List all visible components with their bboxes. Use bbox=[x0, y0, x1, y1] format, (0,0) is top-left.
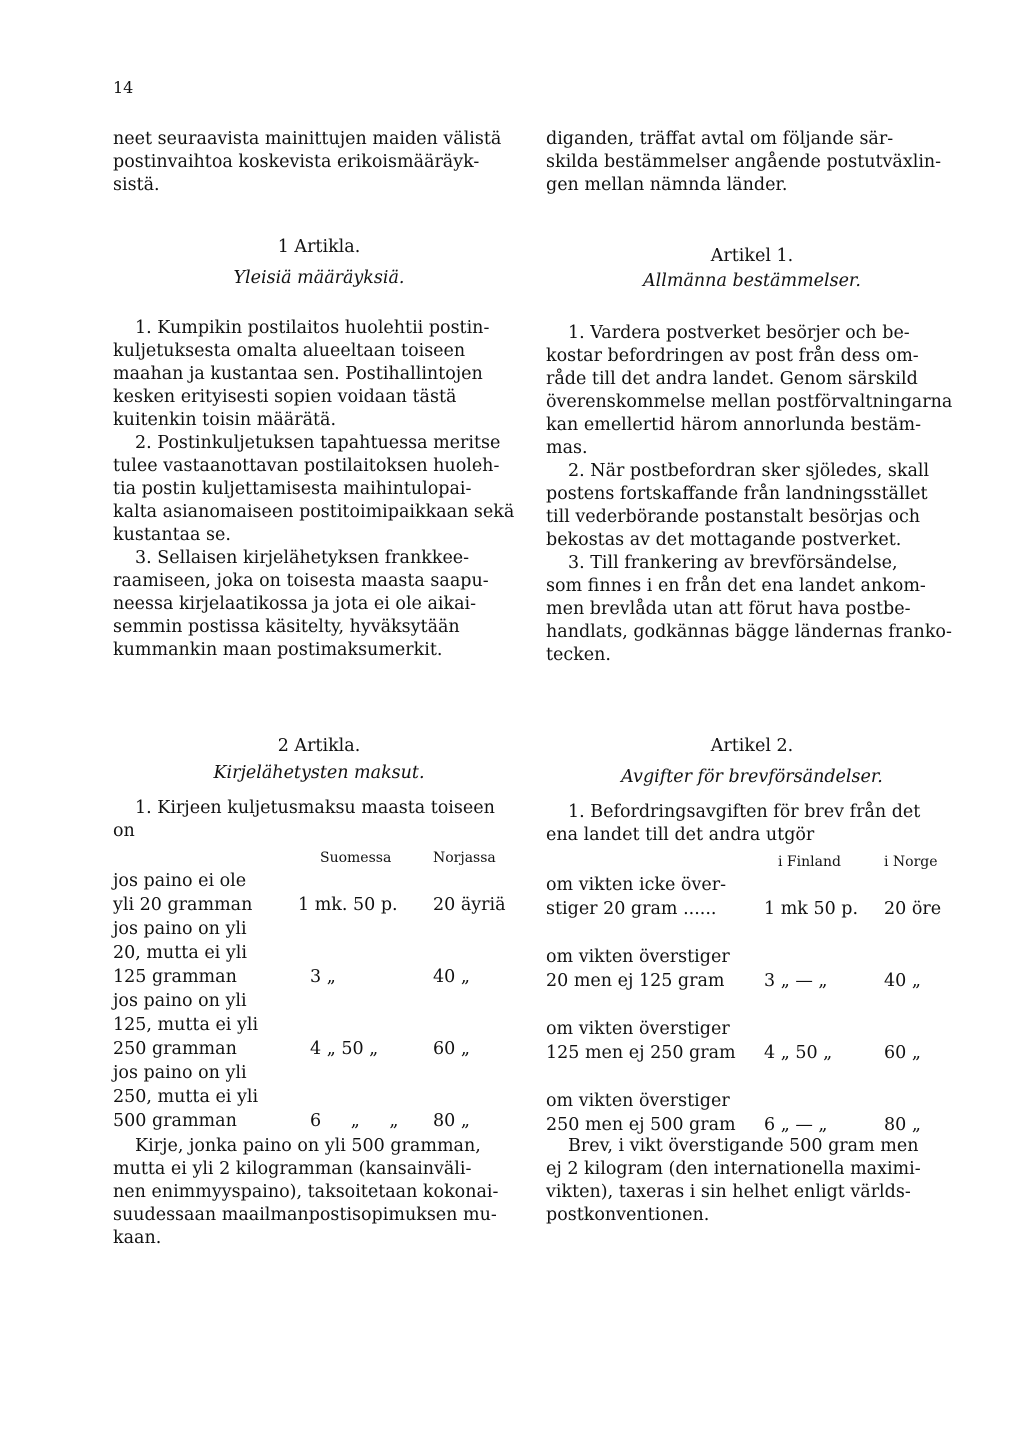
text-line: tulee vastaanottavan postilaitoksen huoleh- bbox=[113, 456, 500, 476]
right-article2-intro bbox=[546, 801, 958, 847]
row-label: 250 gramman bbox=[113, 1039, 237, 1059]
right-article1-body bbox=[546, 322, 958, 667]
rate-norway: 40 „ bbox=[884, 971, 921, 991]
column-header: i Finland bbox=[778, 854, 841, 870]
left-article2-intro bbox=[113, 797, 525, 843]
text-line: on bbox=[113, 821, 135, 841]
subheading: Kirjelähetysten maksut. bbox=[213, 763, 425, 783]
page-number: 14 bbox=[113, 78, 134, 97]
row-label: 500 gramman bbox=[113, 1111, 237, 1131]
text-line: ena landet till det andra utgör bbox=[546, 825, 815, 845]
right-rate-table bbox=[546, 851, 958, 1137]
row-label: jos paino ei ole bbox=[113, 871, 247, 891]
text-line: tia postin kuljettamisesta maihintulopai- bbox=[113, 479, 472, 499]
right-article2-footer bbox=[546, 1135, 958, 1227]
row-label: 250, mutta ei yli bbox=[113, 1087, 259, 1107]
row-label: 125, mutta ei yli bbox=[113, 1015, 259, 1035]
rate-finland: 1 mk 50 p. bbox=[764, 899, 859, 919]
text-line: postkonventionen. bbox=[546, 1205, 710, 1225]
text-line: som finnes i en från det ena landet ankom- bbox=[546, 576, 926, 596]
text-line: kalta asianomaiseen postitoimipaikkaan sekä bbox=[113, 502, 515, 522]
left-article2-footer bbox=[113, 1135, 525, 1250]
column-header: i Norge bbox=[884, 854, 938, 870]
rate-norway: 80 „ bbox=[433, 1111, 470, 1131]
rate-norway: 20 äyriä bbox=[433, 895, 506, 915]
subheading: Avgifter för brevförsändelser. bbox=[621, 767, 883, 787]
left-rate-table bbox=[113, 847, 525, 1133]
text-line: kesken erityisesti sopien voidaan tästä bbox=[113, 387, 457, 407]
rate-norway: 80 „ bbox=[884, 1115, 921, 1135]
text-line: 1. Kumpikin postilaitos huolehtii postin- bbox=[135, 318, 490, 338]
subheading: Allmänna bestämmelser. bbox=[643, 271, 861, 291]
text-line: överenskommelse mellan postförvaltningarna bbox=[546, 392, 953, 412]
text-line: gen mellan nämnda länder. bbox=[546, 175, 788, 195]
text-line: råde till det andra landet. Genom särskild bbox=[546, 369, 918, 389]
text-line: Kirje, jonka paino on yli 500 gramman, bbox=[135, 1136, 481, 1156]
left-article2-heading bbox=[113, 735, 525, 785]
text-line: 2. Postinkuljetuksen tapahtuessa meritse bbox=[135, 433, 501, 453]
row-label: om vikten överstiger bbox=[546, 1091, 730, 1111]
row-label: om vikten överstiger bbox=[546, 1019, 730, 1039]
row-label: om vikten icke över- bbox=[546, 875, 726, 895]
rate-finland: 6 „ — „ bbox=[764, 1115, 828, 1135]
text-line: tecken. bbox=[546, 645, 611, 665]
row-label: jos paino on yli bbox=[113, 991, 247, 1011]
heading: Artikel 2. bbox=[710, 736, 794, 756]
text-line: ej 2 kilogram (den internationella maximi- bbox=[546, 1159, 921, 1179]
text-line: vikten), taxeras i sin helhet enligt världs- bbox=[546, 1182, 911, 1202]
text-line: neessa kirjelaatikossa ja jota ei ole aikai- bbox=[113, 594, 477, 614]
text-line: neet seuraavista mainittujen maiden välistä bbox=[113, 129, 502, 149]
rate-finland: 1 mk. 50 p. bbox=[298, 895, 398, 915]
rate-finland: 6 „ „ bbox=[310, 1111, 399, 1131]
text-line: kuljetuksesta omalta alueeltaan toiseen bbox=[113, 341, 466, 361]
right-article1-heading bbox=[546, 245, 958, 293]
rate-norway: 60 „ bbox=[433, 1039, 470, 1059]
text-line: kummankin maan postimaksumerkit. bbox=[113, 640, 443, 660]
text-line: kan emellertid härom annorlunda bestäm- bbox=[546, 415, 921, 435]
rate-finland: 4 „ 50 „ bbox=[310, 1039, 379, 1059]
left-article1-heading bbox=[113, 236, 525, 290]
row-label: 125 gramman bbox=[113, 967, 237, 987]
text-line: Brev, i vikt överstigande 500 gram men bbox=[568, 1136, 919, 1156]
row-label: jos paino on yli bbox=[113, 1063, 247, 1083]
text-line: men brevlåda utan att förut hava postbe- bbox=[546, 599, 911, 619]
text-line: kuitenkin toisin määrätä. bbox=[113, 410, 337, 430]
left-article1-body bbox=[113, 317, 525, 662]
column-header: Suomessa bbox=[320, 850, 392, 866]
column-header: Norjassa bbox=[433, 850, 496, 866]
text-line: raamiseen, joka on toisesta maasta saapu- bbox=[113, 571, 489, 591]
text-line: diganden, träffat avtal om följande sär- bbox=[546, 129, 894, 149]
row-label: om vikten överstiger bbox=[546, 947, 730, 967]
row-label: 20 men ej 125 gram bbox=[546, 971, 725, 991]
text-line: postens fortskaffande från landningsstället bbox=[546, 484, 928, 504]
row-label: stiger 20 gram ...... bbox=[546, 899, 717, 919]
text-line: 2. När postbefordran sker sjöledes, skall bbox=[568, 461, 930, 481]
row-label: jos paino on yli bbox=[113, 919, 247, 939]
rate-finland: 3 „ bbox=[310, 967, 336, 987]
rate-norway: 60 „ bbox=[884, 1043, 921, 1063]
text-line: semmin postissa käsitelty, hyväksytään bbox=[113, 617, 460, 637]
rate-norway: 40 „ bbox=[433, 967, 470, 987]
row-label: 125 men ej 250 gram bbox=[546, 1043, 736, 1063]
rate-finland: 3 „ — „ bbox=[764, 971, 828, 991]
rate-norway: 20 öre bbox=[884, 899, 942, 919]
text-line: maahan ja kustantaa sen. Postihallintojen bbox=[113, 364, 483, 384]
right-intro bbox=[546, 128, 958, 197]
text-line: skilda bestämmelser angående postutväxlin- bbox=[546, 152, 942, 172]
text-line: handlats, godkännas bägge ländernas franko- bbox=[546, 622, 952, 642]
heading: Artikel 1. bbox=[710, 246, 794, 266]
text-line: suudessaan maailmanpostisopimuksen mu- bbox=[113, 1205, 497, 1225]
subheading: Yleisiä määräyksiä. bbox=[233, 268, 405, 288]
right-article2-heading bbox=[546, 735, 958, 789]
text-line: mas. bbox=[546, 438, 588, 458]
text-line: kostar befordringen av post från dess om- bbox=[546, 346, 919, 366]
text-line: kustantaa se. bbox=[113, 525, 231, 545]
text-line: 1. Vardera postverket besörjer och be- bbox=[568, 323, 910, 343]
rate-finland: 4 „ 50 „ bbox=[764, 1043, 833, 1063]
row-label: yli 20 gramman bbox=[113, 895, 253, 915]
text-line: mutta ei yli 2 kilogramman (kansainväli- bbox=[113, 1159, 472, 1179]
text-line: sistä. bbox=[113, 175, 160, 195]
text-line: 3. Till frankering av brevförsändelse, bbox=[568, 553, 898, 573]
text-line: kaan. bbox=[113, 1228, 162, 1248]
text-line: nen enimmyyspaino), taksoitetaan kokonai- bbox=[113, 1182, 499, 1202]
row-label: 20, mutta ei yli bbox=[113, 943, 247, 963]
text-line: 1. Kirjeen kuljetusmaksu maasta toiseen bbox=[135, 798, 495, 818]
heading: 2 Artikla. bbox=[277, 736, 361, 756]
row-label: 250 men ej 500 gram bbox=[546, 1115, 736, 1135]
text-line: bekostas av det mottagande postverket. bbox=[546, 530, 902, 550]
text-line: postinvaihtoa koskevista erikoismääräyk- bbox=[113, 152, 480, 172]
text-line: 1. Befordringsavgiften för brev från det bbox=[568, 802, 921, 822]
text-line: till vederbörande postanstalt besörjas och bbox=[546, 507, 921, 527]
heading: 1 Artikla. bbox=[277, 237, 361, 257]
text-line: 3. Sellaisen kirjelähetyksen frankkee- bbox=[135, 548, 470, 568]
left-intro bbox=[113, 128, 525, 197]
